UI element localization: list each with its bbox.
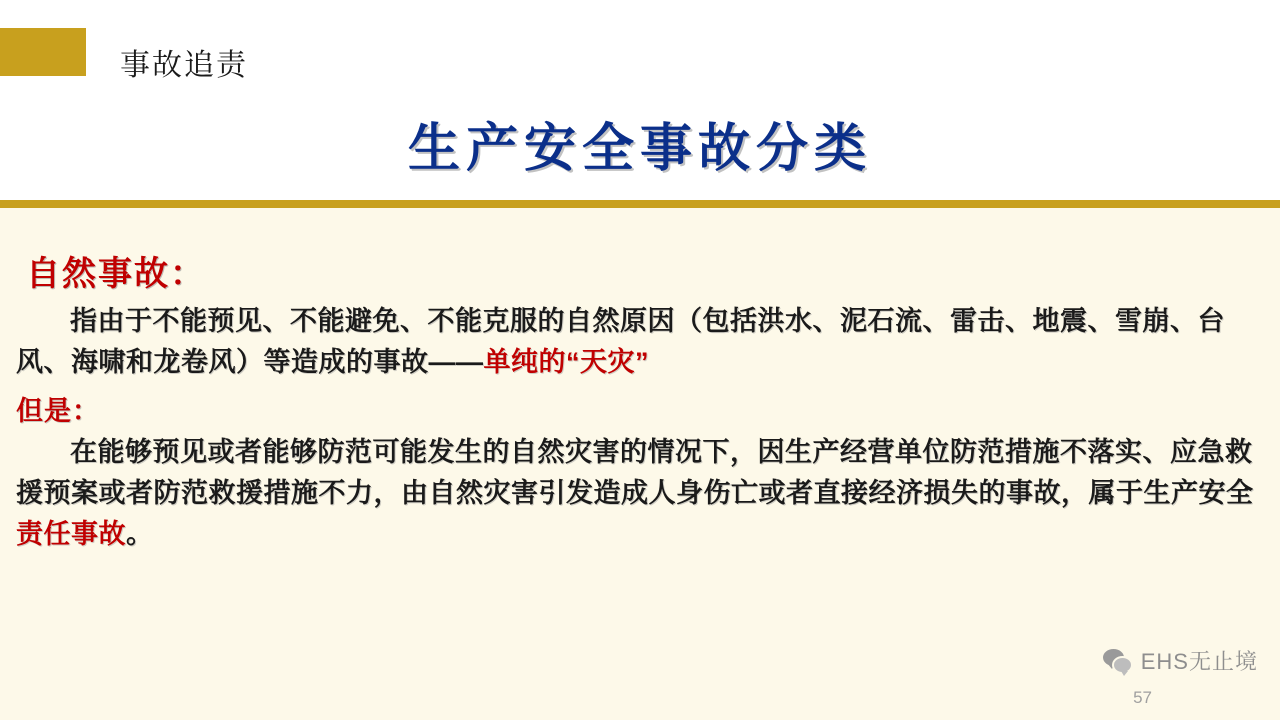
slide-body (0, 208, 1280, 720)
paragraph-1-highlight: 单纯的“天灾” (483, 347, 649, 378)
header-accent-block (0, 28, 86, 76)
slide-header (0, 0, 1280, 208)
however-label: 但是： (16, 396, 100, 427)
page-number: 57 (1133, 688, 1152, 707)
wechat-watermark (1103, 645, 1258, 676)
paragraph-2-highlight: 责任事故 (16, 519, 126, 550)
page-title: 生产安全事故分类 (407, 120, 872, 178)
header-divider (0, 200, 1280, 208)
section-lead-label: 自然事故： (26, 255, 206, 293)
paragraph-2-tail: 。 (126, 519, 154, 550)
paragraph-natural-accident (16, 301, 1264, 383)
paragraph-2-text: 在能够预见或者能够防范可能发生的自然灾害的情况下，因生产经营单位防范措施不落实、应急救援预案或者防范救援措施不力，由自然灾害引发造成人身伤亡或者直接经济损失的事故，属于生产安全 (16, 437, 1254, 509)
paragraph-liability-accident (16, 432, 1264, 555)
wechat-account-name: EHS无止境 (1140, 649, 1258, 674)
wechat-icon (1103, 648, 1133, 674)
paragraph-1-text: 指由于不能预见、不能避免、不能克服的自然原因（包括洪水、泥石流、雷击、地震、雪崩、台风、海啸和龙卷风）等造成的事故—— (16, 306, 1225, 378)
header-kicker: 事故追责 (120, 49, 248, 82)
